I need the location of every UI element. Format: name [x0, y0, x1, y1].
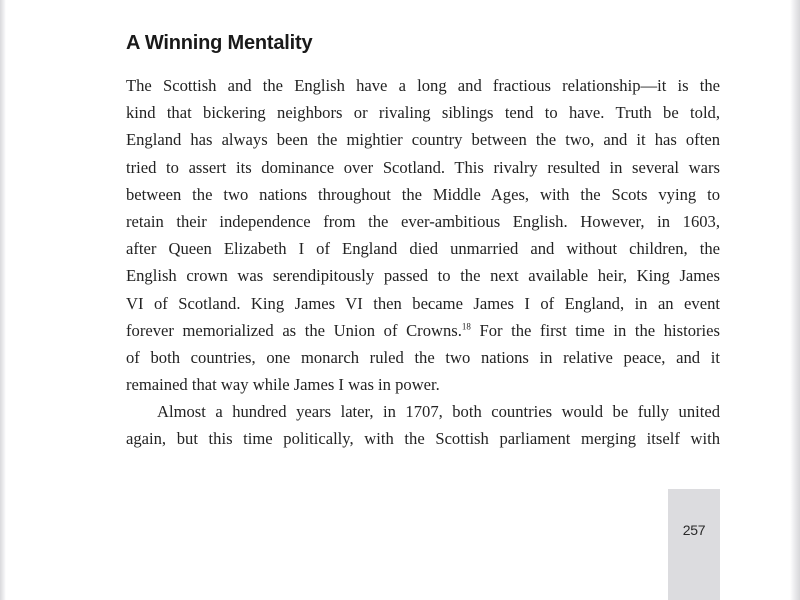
text-line: Almost a hundred years later, in 1707, both countries would be fully united — [157, 402, 720, 422]
text-segment: forever memorialized as the Union of Crowns. — [126, 320, 462, 340]
text-line: of both countries, one monarch ruled the two nations in relative peace, and it — [126, 347, 720, 367]
text-line: kind that bickering neighbors or rivaling siblings tend to have. Truth be told, — [126, 103, 720, 123]
text-line: The Scottish and the English have a long and fractious relationship—it is the — [126, 76, 720, 95]
text-line-with-footnote — [126, 317, 720, 344]
page-number: 257 — [682, 522, 706, 538]
text-line: English crown was serendipitously passed to the next available heir, King James — [126, 266, 720, 286]
text-line: retain their independence from the ever-ambitious English. However, in 1603, — [126, 211, 720, 231]
text-line: between the two nations throughout the Middle Ages, with the Scots vying to — [126, 184, 720, 204]
text-line: tried to assert its dominance over Scotland. This rivalry resulted in several wars — [126, 157, 720, 177]
text-line: after Queen Elizabeth I of England died unmarried and without children, the — [126, 239, 720, 259]
page-number-tab — [668, 489, 720, 600]
text-line: England has always been the mightier country between the two, and it has often — [126, 130, 720, 150]
body-text — [126, 72, 720, 453]
text-line: VI of Scotland. King James VI then became James I of England, in an event — [126, 293, 720, 313]
text-line: remained that way while James I was in power. — [126, 375, 440, 395]
text-segment: For the first time in the histories — [470, 320, 720, 340]
page-edge-left — [0, 0, 6, 600]
footnote-reference[interactable]: 18 — [461, 321, 471, 332]
text-line: again, but this time politically, with the Scottish parliament merging itself with — [126, 429, 720, 449]
page-edge-right — [790, 0, 800, 600]
section-heading: A Winning Mentality — [126, 32, 313, 54]
